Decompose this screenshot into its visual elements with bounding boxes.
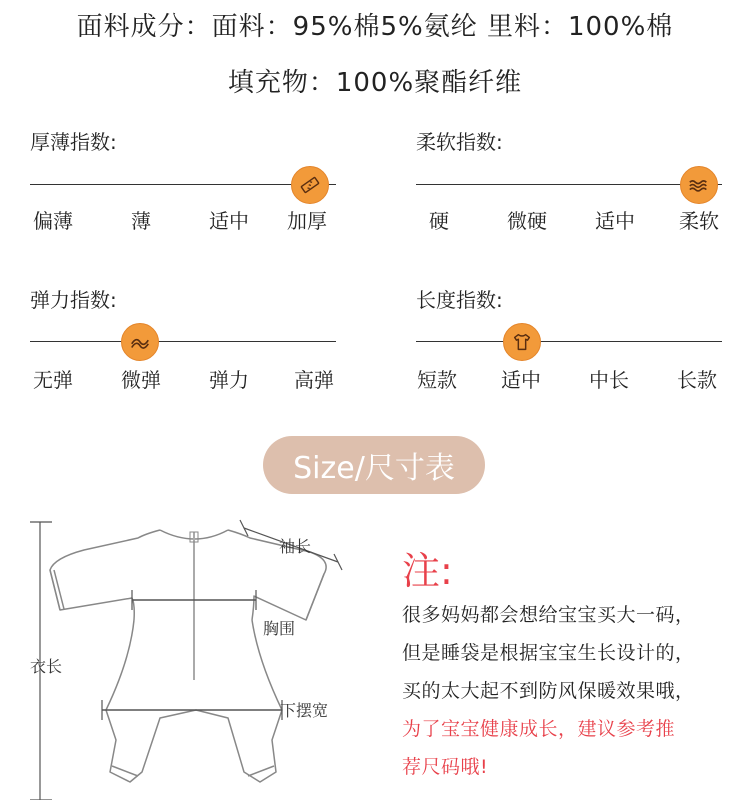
softness-label-4: 柔软 [679, 209, 719, 233]
note-title: 注: [402, 549, 453, 593]
note-line-2: 但是睡袋是根据宝宝生长设计的， [402, 642, 695, 664]
note-line-4: 为了宝宝健康成长，建议参考推 [402, 718, 676, 740]
softness-label-1: 硬 [429, 209, 449, 233]
elasticity-label-4: 高弹 [294, 368, 334, 392]
note-line-1: 很多妈妈都会想给宝宝买大一码， [402, 604, 695, 626]
shirt-icon [511, 331, 533, 353]
stretch-icon [129, 331, 151, 353]
thickness-label-1: 偏薄 [33, 209, 73, 233]
elasticity-label-3: 弹力 [209, 368, 249, 392]
thickness-label-2: 薄 [131, 209, 151, 233]
chest-label: 胸围 [263, 619, 296, 638]
elasticity-track [30, 341, 336, 342]
length-index-title: 长度指数: [416, 288, 503, 312]
note-line-3: 买的太大起不到防风保暖效果哦， [402, 680, 695, 702]
filling-composition: 填充物：100%聚酯纤维 [227, 68, 523, 98]
length-label-2: 适中 [501, 368, 541, 392]
elasticity-label-1: 无弹 [33, 368, 73, 392]
thickness-index-title: 厚薄指数: [30, 130, 117, 154]
elasticity-label-2: 微弹 [121, 368, 161, 392]
length-label-4: 长款 [677, 368, 717, 392]
sleeve-length-label: 袖长 [279, 537, 312, 556]
thickness-label-4: 加厚 [287, 209, 327, 233]
softness-knob [680, 166, 718, 204]
length-label: 衣长 [30, 657, 63, 676]
length-knob [503, 323, 541, 361]
size-chart-title: Size/尺寸表 [263, 436, 485, 494]
thickness-label-3: 适中 [209, 209, 249, 233]
softness-index-title: 柔软指数: [416, 130, 503, 154]
fabric-composition: 面料成分：面料：95%棉5%氨纶 里料：100%棉 [76, 12, 674, 42]
note-line-5: 荐尺码哦! [402, 756, 489, 778]
elasticity-index-title: 弹力指数: [30, 288, 117, 312]
length-label-3: 中长 [589, 368, 629, 392]
ruler-icon [299, 174, 321, 196]
length-track [416, 341, 722, 342]
softness-label-2: 微硬 [507, 209, 547, 233]
elasticity-knob [121, 323, 159, 361]
softness-track [416, 184, 722, 185]
hem-width-label: 下摆宽 [280, 701, 329, 720]
softness-label-3: 适中 [595, 209, 635, 233]
length-label-1: 短款 [417, 368, 457, 392]
thickness-knob [291, 166, 329, 204]
wave-icon [688, 174, 710, 196]
